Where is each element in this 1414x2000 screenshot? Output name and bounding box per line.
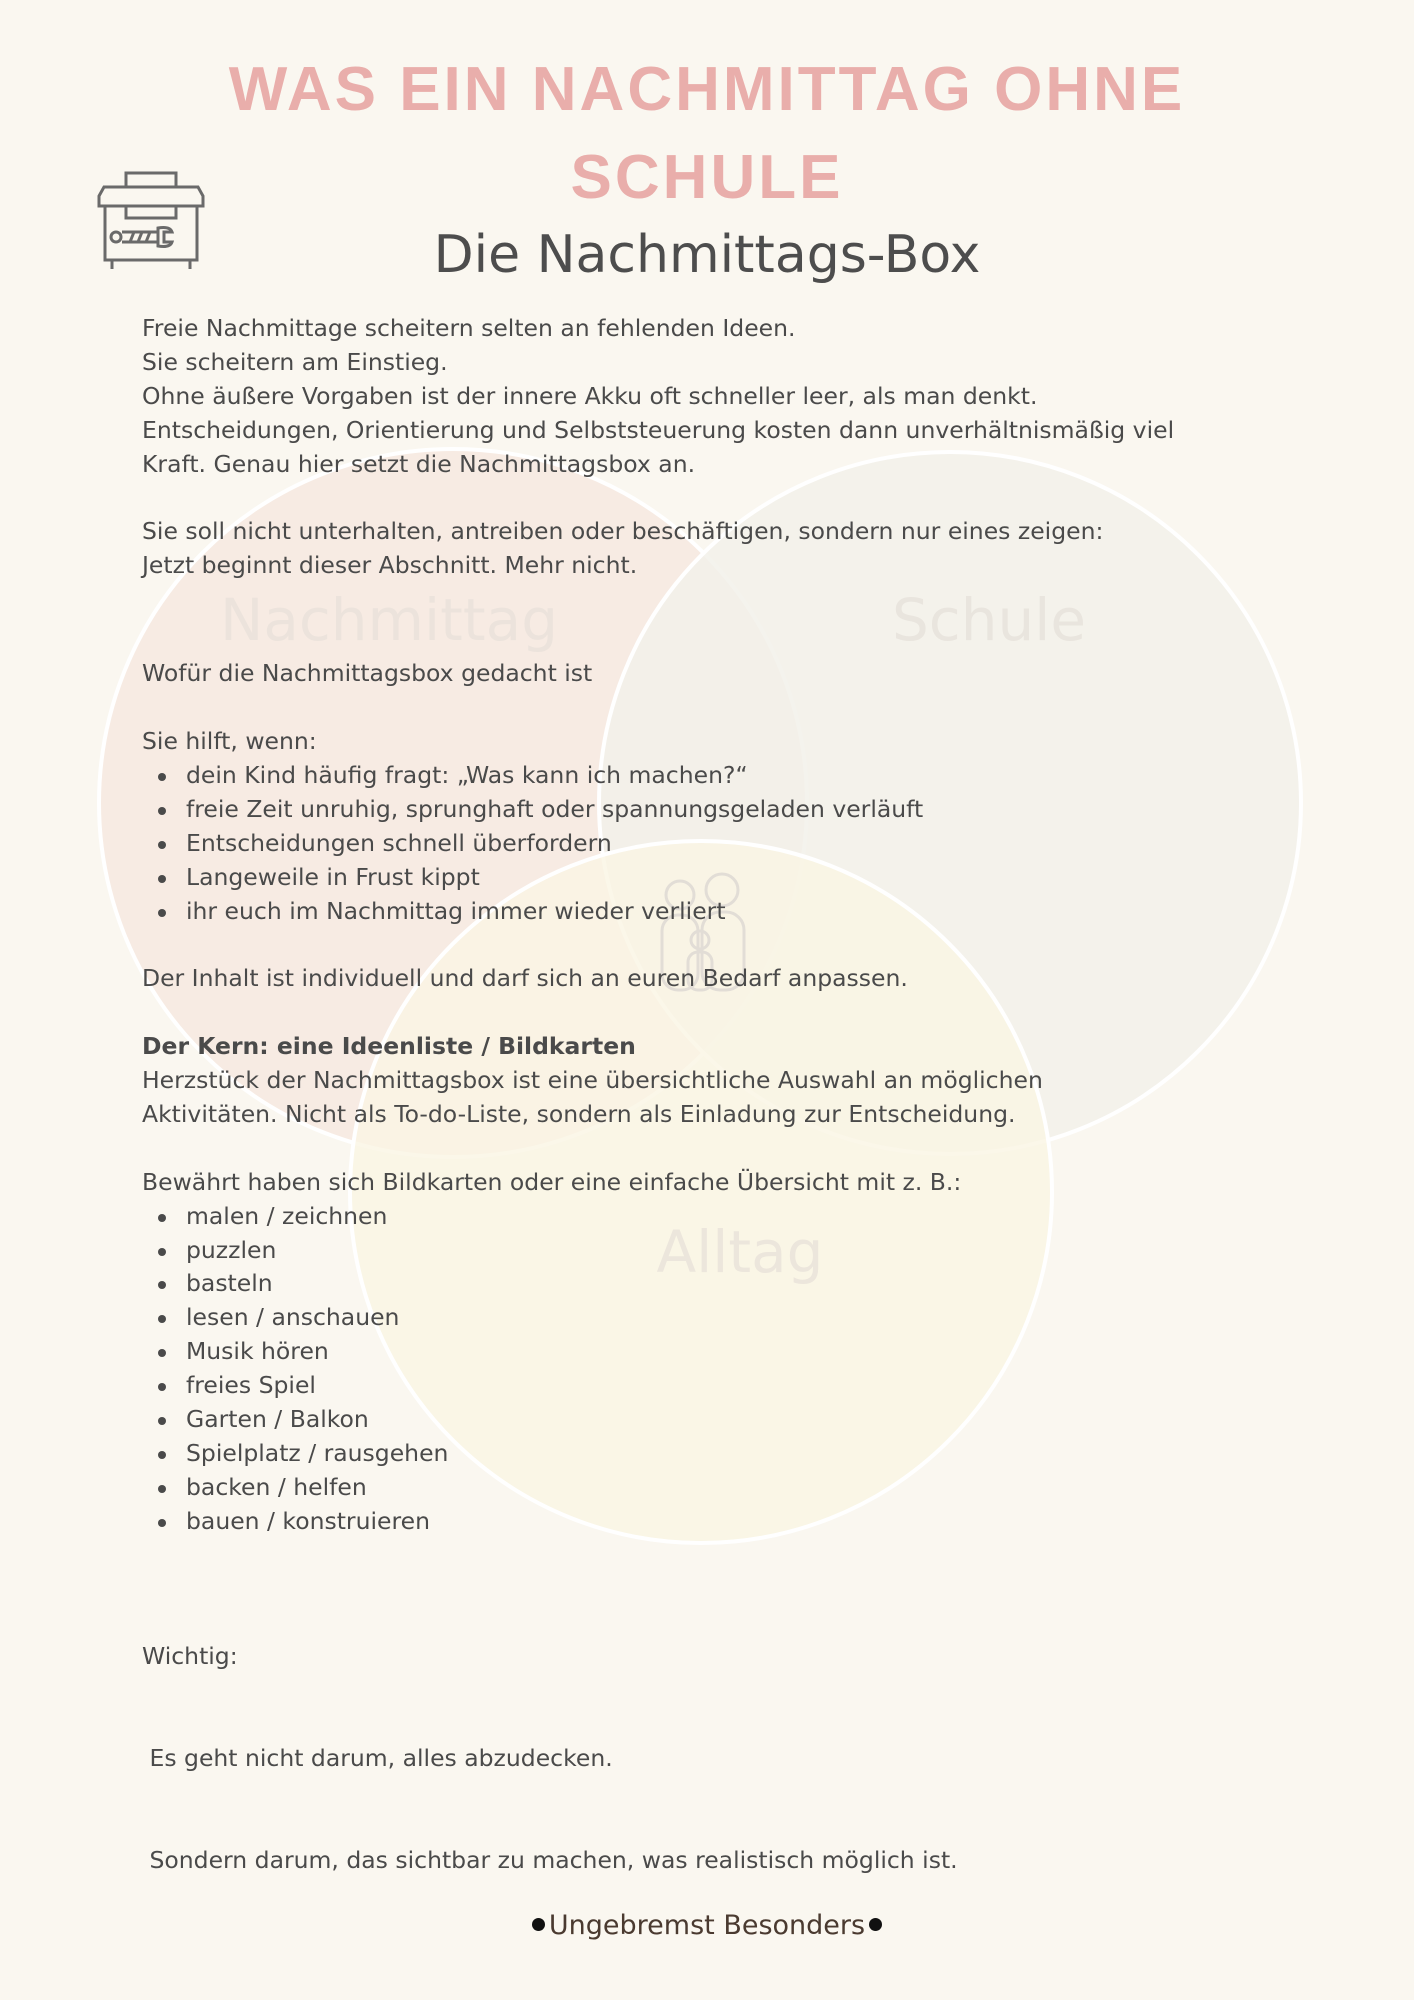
venn-label-nachmittag: Nachmittag xyxy=(219,586,559,654)
text-line: Sie scheitern am Einstieg. xyxy=(142,347,448,376)
footer-brand-text: Ungebremst Besonders xyxy=(548,1910,866,1941)
list-item: ihr euch im Nachmittag immer wieder verliert xyxy=(142,895,726,929)
list-item: Spielplatz / rausgehen xyxy=(142,1437,448,1471)
text-line: Ohne äußere Vorgaben ist der innere Akku oft schneller leer, als man denkt. xyxy=(142,381,1038,410)
footer-brand xyxy=(0,1906,1414,1946)
list-item: Musik hören xyxy=(142,1335,329,1369)
venn-label-schule: Schule xyxy=(891,586,1087,654)
section-heading: Wofür die Nachmittagsbox gedacht ist xyxy=(142,659,593,688)
text-line: Sie soll nicht unterhalten, antreiben oder beschäftigen, sondern nur eines zeigen: xyxy=(142,517,1104,546)
list-item: Entscheidungen schnell überfordern xyxy=(142,827,612,861)
list-item: Langeweile in Frust kippt xyxy=(142,861,480,895)
text-line: Sondern darum, das sichtbar zu machen, was realistisch möglich ist. xyxy=(142,1845,958,1874)
list-item: bauen / konstruieren xyxy=(142,1505,430,1539)
text-line: Jetzt beginnt dieser Abschnitt. Mehr nicht. xyxy=(142,551,638,580)
ideas-list xyxy=(142,1200,1174,1539)
intro-paragraph xyxy=(142,312,1174,482)
list-item: Garten / Balkon xyxy=(142,1403,369,1437)
page-title-line2: SCHULE xyxy=(570,143,844,212)
list-item: basteln xyxy=(142,1267,273,1301)
ideas-intro: Bewährt haben sich Bildkarten oder eine einfache Übersicht mit z. B.: xyxy=(142,1167,962,1196)
important-label: Wichtig: xyxy=(142,1642,238,1671)
text-line: Entscheidungen, Orientierung und Selbststeuerung kosten dann unverhältnismäßig viel xyxy=(142,415,1175,444)
text-line: Freie Nachmittage scheitern selten an fehlenden Ideen. xyxy=(142,314,796,342)
purpose-paragraph xyxy=(142,515,1103,583)
important-paragraph xyxy=(142,1573,958,1946)
helps-list xyxy=(142,759,1174,929)
list-item: dein Kind häufig fragt: „Was kann ich machen?“ xyxy=(142,759,748,793)
text-line: Herzstück der Nachmittagsbox ist eine übersichtliche Auswahl an möglichen xyxy=(142,1066,1043,1095)
text-line: Kraft. Genau hier setzt die Nachmittagsbox an. xyxy=(142,449,696,478)
list-item: lesen / anschauen xyxy=(142,1301,399,1335)
core-heading: Der Kern: eine Ideenliste / Bildkarten xyxy=(142,1032,636,1061)
list-item: freie Zeit unruhig, sprunghaft oder spannungsgeladen verläuft xyxy=(142,793,923,827)
list-item: freies Spiel xyxy=(142,1369,316,1403)
page-title-line1: WAS EIN NACHMITTAG OHNE xyxy=(228,55,1186,124)
individual-paragraph: Der Inhalt ist individuell und darf sich an euren Bedarf anpassen. xyxy=(142,964,908,993)
text-line: Aktivitäten. Nicht als To-do-Liste, sondern als Einladung zur Entscheidung. xyxy=(142,1099,1016,1128)
text-line: Es geht nicht darum, alles abzudecken. xyxy=(142,1744,613,1773)
bullet-dot-icon xyxy=(869,1918,882,1931)
list-item: backen / helfen xyxy=(142,1471,367,1505)
document-body xyxy=(142,312,1174,1979)
helps-intro: Sie hilft, wenn: xyxy=(142,727,317,756)
bullet-dot-icon xyxy=(532,1918,545,1931)
list-item: puzzlen xyxy=(142,1234,276,1268)
venn-label-alltag: Alltag xyxy=(656,1218,824,1286)
core-paragraph xyxy=(142,1030,1043,1132)
list-item: malen / zeichnen xyxy=(142,1200,387,1234)
page-subtitle: Die Nachmittags-Box xyxy=(433,225,981,285)
